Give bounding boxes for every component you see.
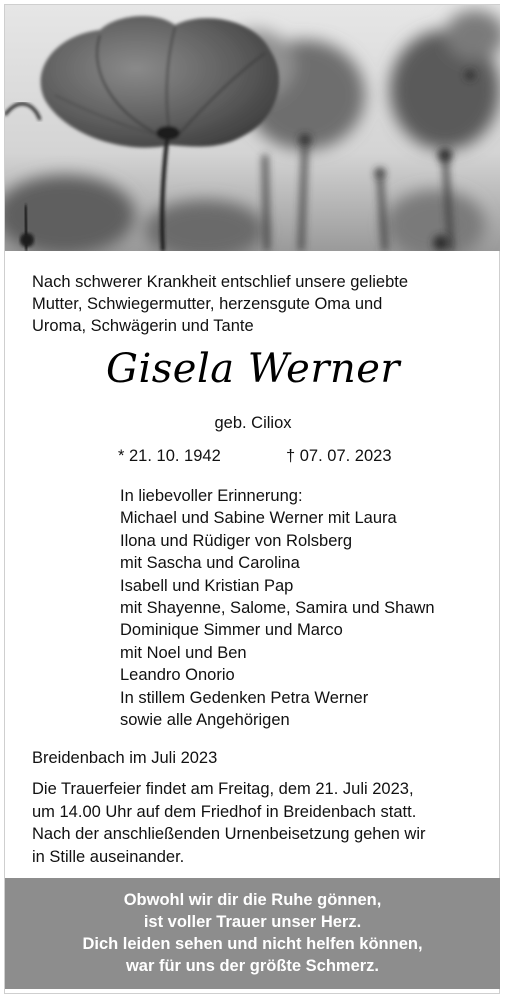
verse-box	[5, 878, 500, 989]
intro-line: Mutter, Schwiegermutter, herzensgute Oma und	[32, 295, 383, 313]
place-date: Breidenbach im Juli 2023	[32, 749, 218, 767]
ceremony-line: um 14.00 Uhr auf dem Friedhof in Breidenbach statt.	[32, 802, 417, 821]
mourner-line: Leandro Onorio	[120, 666, 235, 685]
birth-date: * 21. 10. 1942	[118, 447, 221, 465]
ceremony-line: in Stille auseinander.	[32, 847, 185, 866]
mourner-line: Ilona und Rüdiger von Rolsberg	[120, 531, 353, 550]
verse-line: war für uns der größte Schmerz.	[125, 957, 380, 975]
mourner-line: sowie alle Angehörigen	[120, 711, 290, 730]
deceased-name: Gisela Werner	[106, 346, 400, 392]
death-date: † 07. 07. 2023	[286, 447, 392, 465]
mourner-line: mit Shayenne, Salome, Samira und Shawn	[120, 599, 435, 618]
mourners-list	[120, 485, 490, 731]
mourner-line: Michael und Sabine Werner mit Laura	[120, 509, 397, 528]
mourner-line: mit Noel und Ben	[120, 643, 247, 662]
intro-line: Uroma, Schwägerin und Tante	[32, 317, 254, 335]
verse-line: ist voller Trauer unser Herz.	[143, 913, 362, 931]
verse-line: Obwohl wir dir die Ruhe gönnen,	[123, 891, 382, 909]
poppy-photo	[5, 5, 500, 251]
verse-line: Dich leiden sehen und nicht helfen können,	[82, 935, 423, 953]
ceremony-line: Nach der anschließenden Urnenbeisetzung gehen wir	[32, 825, 426, 843]
ceremony-line: Die Trauerfeier findet am Freitag, dem 21. Juli 2023,	[32, 780, 414, 798]
intro-text	[32, 271, 476, 337]
intro-line: Nach schwerer Krankheit entschlief unsere geliebte	[32, 273, 409, 291]
ceremony-info	[32, 778, 476, 868]
mourner-line: In stillem Gedenken Petra Werner	[120, 688, 369, 707]
birth-name: geb. Ciliox	[214, 414, 292, 432]
mourners-heading: In liebevoller Erinnerung:	[120, 487, 303, 505]
mourner-line: Dominique Simmer und Marco	[120, 621, 343, 640]
mourner-line: mit Sascha und Carolina	[120, 554, 300, 573]
mourner-line: Isabell und Kristian Pap	[120, 576, 294, 595]
